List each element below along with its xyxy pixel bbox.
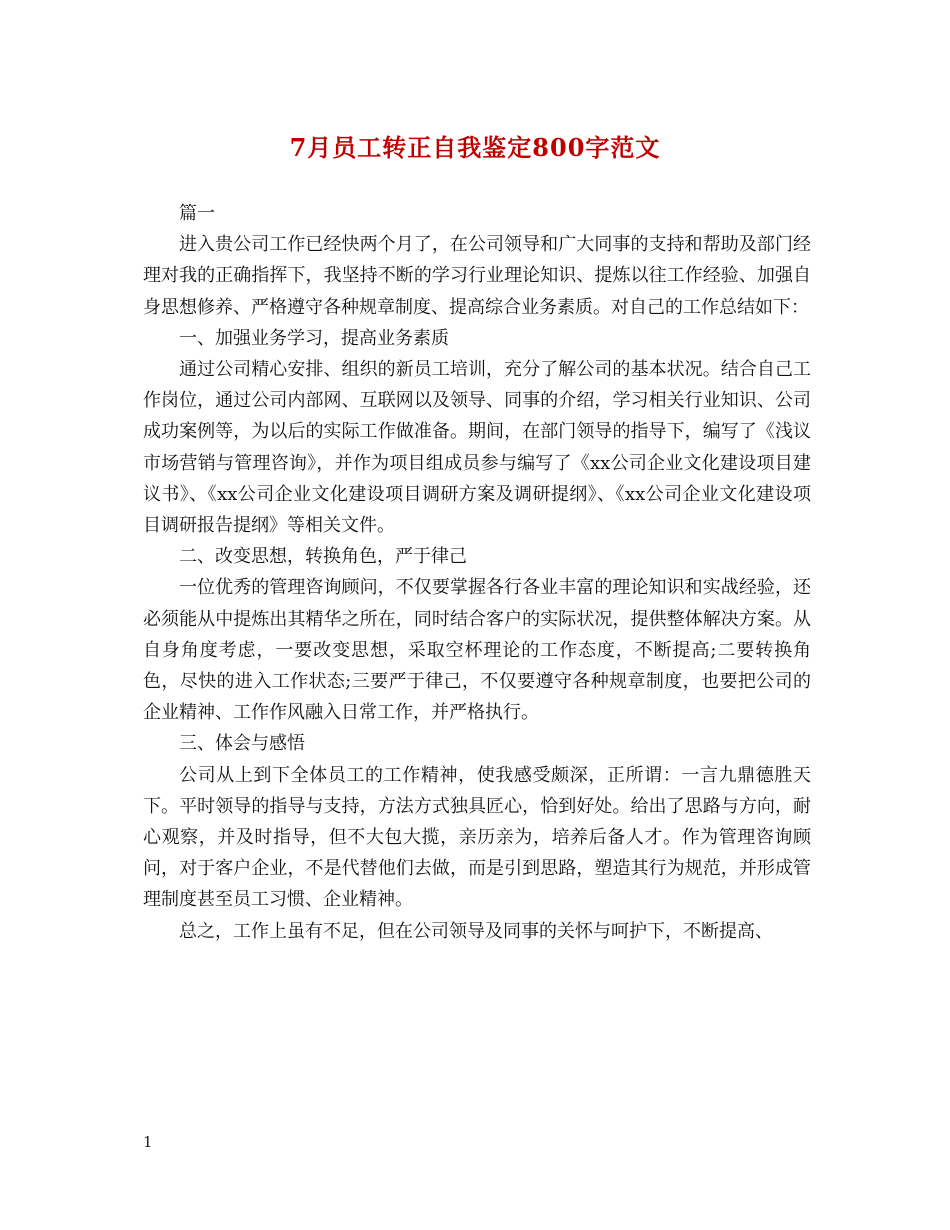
document-body <box>143 198 811 947</box>
page-number: 1 <box>143 1133 153 1151</box>
body-paragraph: 进入贵公司工作已经快两个月了，在公司领导和广大同事的支持和帮助及部门经理对我的正确指挥下，我坚持不断的学习行业理论知识、提炼以往工作经验、加强自身思想修养、严格遵守各种规章制度、提高综合业务素质。对自己的工作总结如下： <box>143 234 811 318</box>
section-heading: 一、加强业务学习，提高业务素质 <box>179 327 449 349</box>
body-paragraph: 总之，工作上虽有不足，但在公司领导及同事的关怀与呵护下，不断提高、 <box>179 920 773 942</box>
section-label: 篇一 <box>179 203 215 224</box>
body-paragraph: 一位优秀的管理咨询顾问，不仅要掌握各行各业丰富的理论知识和实战经验，还必须能从中提炼出其精华之所在，同时结合客户的实际状况，提供整体解决方案。从自身角度考虑，一要改变思想，采取空杯理论的工作态度，不断提高;二要转换角色，尽快的进入工作状态;三要严于律己，不仅要遵守各种规章制度，也要把公司的企业精神、工作作风融入日常工作，并严格执行。 <box>143 577 811 724</box>
body-paragraph: 通过公司精心安排、组织的新员工培训，充分了解公司的基本状况。结合自己工作岗位，通过公司内部网、互联网以及领导、同事的介绍，学习相关行业知识、公司成功案例等，为以后的实际工作做准备。期间，在部门领导的指导下，编写了《浅议市场营销与管理咨询》，并作为项目组成员参与编写了《xx公司企业文化建设项目建议书》、《xx公司企业文化建设项目调研方案及调研提纲》、《xx公司企业文化建设项目调研报告提纲》等相关文件。 <box>143 359 811 537</box>
section-heading: 三、体会与感悟 <box>179 733 305 755</box>
section-heading: 二、改变思想，转换角色，严于律己 <box>179 546 467 568</box>
body-paragraph: 公司从上到下全体员工的工作精神，使我感受颇深，正所谓：一言九鼎德胜天下。平时领导的指导与支持，方法方式独具匠心，恰到好处。给出了思路与方向，耐心观察，并及时指导，但不大包大揽，亲历亲为，培养后备人才。作为管理咨询顾问，对于客户企业，不是代替他们去做，而是引到思路，塑造其行为规范，并形成管理制度甚至员工习惯、企业精神。 <box>143 764 811 911</box>
document-title: 7月员工转正自我鉴定800字范文 <box>289 133 661 162</box>
